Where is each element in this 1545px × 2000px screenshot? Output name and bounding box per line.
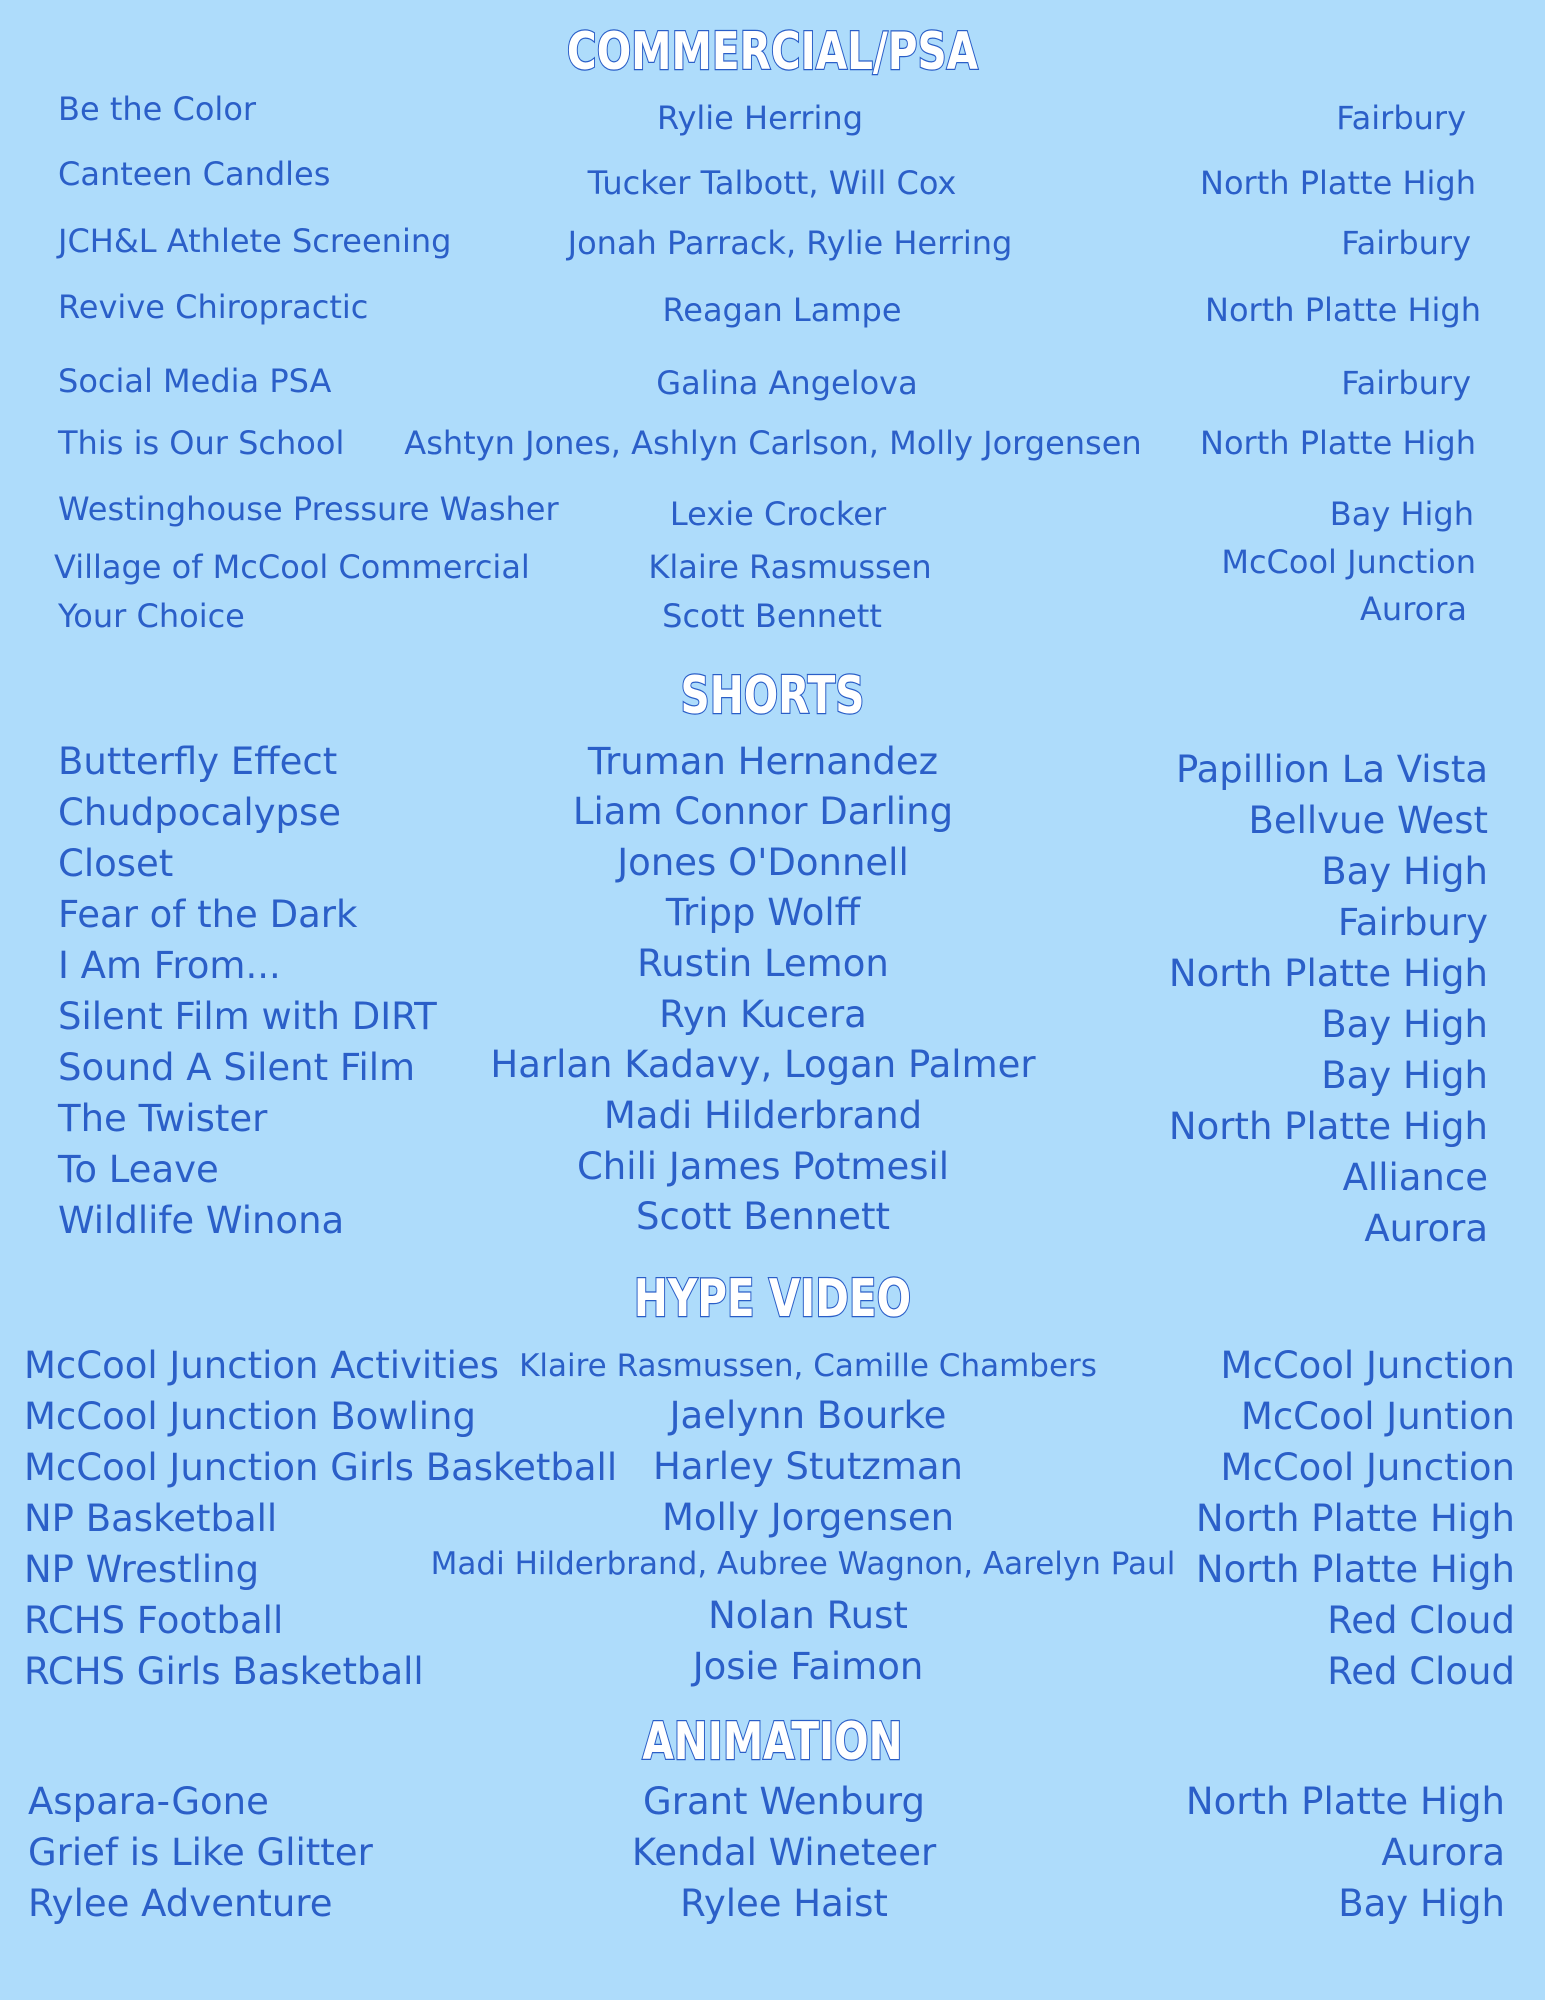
- entry-school: Fairbury: [1336, 99, 1466, 137]
- entry-title: Wildlife Winona: [58, 1199, 345, 1242]
- entry-creator: Galina Angelova: [656, 364, 918, 402]
- entry-title: NP Wrestling: [24, 1548, 260, 1591]
- entry-creator: Rylee Haist: [680, 1882, 888, 1925]
- entry-creator: Tripp Wolff: [665, 891, 861, 934]
- entry-creator: Harlan Kadavy, Logan Palmer: [490, 1043, 1036, 1086]
- entry-creator: Lexie Crocker: [669, 495, 887, 533]
- entry-school: Papillion La Vista: [1175, 748, 1488, 791]
- entry-school: North Platte High: [1195, 1548, 1515, 1591]
- entry-title: I Am From...: [58, 944, 281, 987]
- entry-title: The Twister: [58, 1097, 268, 1140]
- entry-title: NP Basketball: [24, 1497, 278, 1540]
- entry-school: Fairbury: [1341, 364, 1471, 402]
- entry-creator: Nolan Rust: [708, 1594, 908, 1637]
- entry-school: Aurora: [1360, 590, 1467, 628]
- entry-title: McCool Junction Bowling: [24, 1395, 476, 1438]
- entry-school: Bay High: [1321, 1003, 1488, 1046]
- entry-creator: Harley Stutzman: [653, 1445, 963, 1488]
- entry-creator: Reagan Lampe: [662, 291, 902, 329]
- entry-creator: Liam Connor Darling: [572, 790, 954, 833]
- entry-title: Westinghouse Pressure Washer: [58, 490, 559, 528]
- entry-creator: Rustin Lemon: [637, 942, 889, 985]
- entry-creator: Klaire Rasmussen, Camille Chambers: [519, 1348, 1097, 1384]
- entry-title: To Leave: [58, 1148, 219, 1191]
- entry-school: North Platte High: [1185, 1780, 1505, 1823]
- entry-title: Revive Chiropractic: [58, 288, 369, 326]
- entry-title: McCool Junction Girls Basketball: [24, 1446, 618, 1489]
- entry-creator: Klaire Rasmussen: [648, 548, 932, 586]
- entry-school: McCool Junction: [1220, 1344, 1515, 1387]
- entry-school: North Platte High: [1205, 291, 1481, 329]
- entry-title: Be the Color: [58, 90, 257, 128]
- entry-creator: Chili James Potmesil: [576, 1145, 950, 1188]
- entry-school: Bay High: [1321, 850, 1488, 893]
- entry-school: Aurora: [1364, 1207, 1488, 1250]
- entry-title: Grief is Like Glitter: [28, 1831, 373, 1874]
- entry-creator: Josie Faimon: [692, 1645, 924, 1688]
- entry-school: North Platte High: [1168, 1105, 1488, 1148]
- entry-title: Aspara-Gone: [28, 1780, 269, 1823]
- entry-creator: Grant Wenburg: [643, 1780, 925, 1823]
- entry-creator: Truman Hernandez: [587, 740, 939, 783]
- entry-creator: Scott Bennett: [662, 597, 882, 635]
- entry-school: Aurora: [1381, 1831, 1505, 1874]
- entry-school: McCool Juntion: [1240, 1395, 1515, 1438]
- entry-creator: Rylie Herring: [656, 99, 864, 137]
- entry-creator: Scott Bennett: [635, 1195, 891, 1238]
- entry-creator: Kendal Wineteer: [631, 1831, 937, 1874]
- entry-title: Fear of the Dark: [58, 893, 358, 936]
- entry-title: Canteen Candles: [58, 155, 331, 193]
- entry-school: McCool Junction: [1220, 1446, 1515, 1489]
- entry-school: North Platte High: [1200, 164, 1476, 202]
- entry-school: North Platte High: [1195, 1497, 1515, 1540]
- entry-title: Chudpocalypse: [58, 791, 342, 834]
- entry-creator: Ashtyn Jones, Ashlyn Carlson, Molly Jorgensen: [404, 424, 1142, 462]
- entry-creator: Tucker Talbott, Will Cox: [587, 164, 957, 202]
- entry-school: Red Cloud: [1327, 1599, 1515, 1642]
- entry-creator: Madi Hilderbrand: [603, 1094, 923, 1137]
- section-heading-hype-video: HYPE VIDEO: [633, 1269, 912, 1329]
- section-heading-animation: ANIMATION: [642, 1712, 903, 1772]
- entry-school: Fairbury: [1337, 901, 1488, 944]
- entry-school: North Platte High: [1200, 424, 1476, 462]
- entry-title: Closet: [58, 842, 174, 885]
- entry-school: North Platte High: [1168, 952, 1488, 995]
- entry-title: This is Our School: [58, 424, 345, 462]
- entry-creator: Jaelynn Bourke: [669, 1394, 947, 1437]
- entry-title: RCHS Girls Basketball: [24, 1650, 424, 1693]
- entry-school: Bay High: [1329, 495, 1474, 533]
- entry-title: Rylee Adventure: [28, 1882, 333, 1925]
- entry-creator: Jones O'Donnell: [617, 841, 909, 884]
- entry-school: Red Cloud: [1327, 1650, 1515, 1693]
- entry-school: Bellvue West: [1248, 799, 1488, 842]
- section-heading-commercial-psa: COMMERCIAL/PSA: [566, 22, 979, 82]
- entry-title: Social Media PSA: [58, 362, 332, 400]
- entry-title: JCH&L Athlete Screening: [58, 222, 452, 260]
- entry-school: Fairbury: [1341, 224, 1471, 262]
- entry-title: Your Choice: [58, 597, 245, 635]
- entry-title: Silent Film with DIRT: [58, 995, 437, 1038]
- section-heading-shorts: SHORTS: [680, 666, 865, 726]
- entry-title: McCool Junction Activities: [24, 1344, 500, 1387]
- entry-creator: Ryn Kucera: [659, 993, 867, 1036]
- entry-school: Bay High: [1321, 1054, 1488, 1097]
- entry-school: McCool Junction: [1221, 543, 1476, 581]
- entry-title: RCHS Football: [24, 1599, 284, 1642]
- entry-title: Butterfly Effect: [58, 740, 338, 783]
- entry-creator: Jonah Parrack, Rylie Herring: [567, 224, 1013, 262]
- entry-school: Alliance: [1342, 1156, 1488, 1199]
- entry-title: Sound A Silent Film: [58, 1046, 416, 1089]
- entry-creator: Madi Hilderbrand, Aubree Wagnon, Aarelyn Paul: [430, 1546, 1176, 1582]
- entry-title: Village of McCool Commercial: [54, 548, 530, 586]
- entry-creator: Molly Jorgensen: [661, 1496, 955, 1539]
- entry-school: Bay High: [1338, 1882, 1505, 1925]
